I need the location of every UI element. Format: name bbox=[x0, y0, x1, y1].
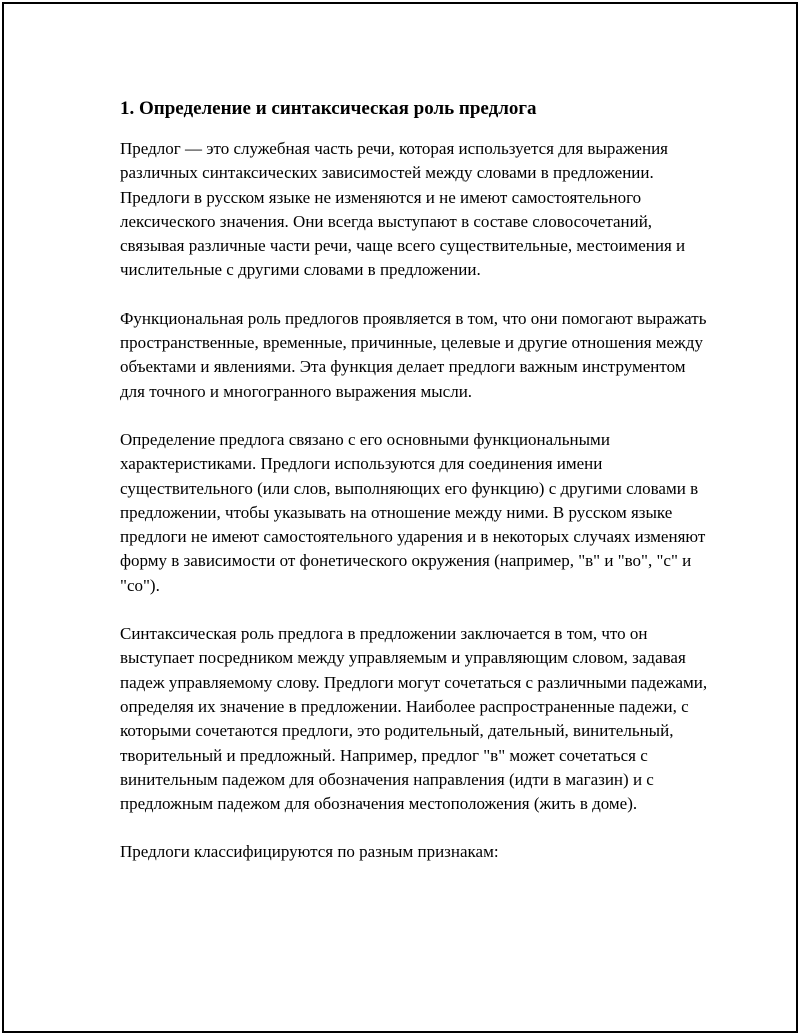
document-page bbox=[2, 2, 798, 1033]
document-content bbox=[120, 94, 710, 889]
paragraph-characteristics: Определение предлога связано с его основными функциональными характеристиками. Предлоги используются для соединения имени существительного (или слов, выполняющих его функцию) с другими словами в предложении, чтобы указывать на отношение между ними. В русском языке предлоги не имеют самостоятельного ударения и в некоторых случаях изменяют форму в зависимости от фонетического окружения (например, "в" и "во", "с" и "со"). bbox=[120, 429, 706, 595]
paragraph-syntactic-role: Синтаксическая роль предлога в предложении заключается в том, что он выступает посредником между управляемым и управляющим словом, задавая падеж управляемому слову. Предлоги могут сочетаться с различными падежами, определяя их значение в предложении. Наиболее распространенные падежи, с которыми сочетаются предлоги, это родительный, дательный, винительный, творительный и предложный. Например, предлог "в" может сочетаться с винительным падежом для обозначения направления (идти в магазин) и с предложным падежом для обозначения местоположения (жить в доме). bbox=[120, 624, 708, 814]
section-heading: 1. Определение и синтаксическая роль предлога bbox=[120, 98, 537, 119]
paragraph-functional-role: Функциональная роль предлогов проявляется в том, что они помогают выражать пространственные, временные, причинные, целевые и другие отношения между объектами и явлениями. Эта функция делает предлоги важным инструментом для точного и многогранного выражения мысли. bbox=[120, 308, 707, 401]
paragraph-definition: Предлог — это служебная часть речи, которая используется для выражения различных синтаксических зависимостей между словами в предложении. Предлоги в русском языке не изменяются и не имеют самостоятельного лексического значения. Они всегда выступают в составе словосочетаний, связывая различные части речи, чаще всего существительные, местоимения и числительные с другими словами в предложении. bbox=[120, 139, 686, 280]
paragraph-classification-intro: Предлоги классифицируются по разным признакам: bbox=[120, 842, 499, 862]
